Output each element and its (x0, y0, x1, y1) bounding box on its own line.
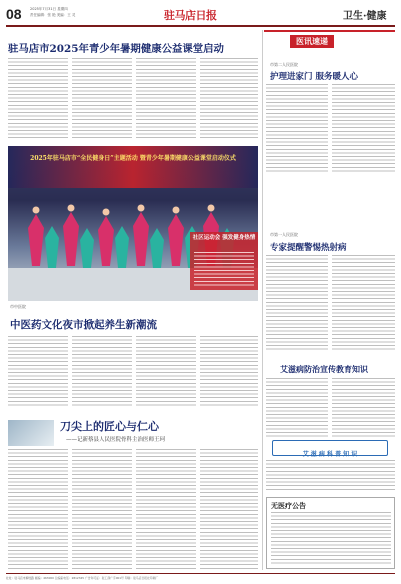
lead-body-col-2 (72, 58, 132, 138)
community-headline: 社区运动会 强发健身热情 (192, 235, 256, 241)
aids-body-col-1 (266, 378, 328, 438)
expert-body-col-1 (266, 255, 328, 350)
ad-box (266, 497, 395, 569)
feature-inset-photo (8, 420, 54, 446)
ad-body (271, 512, 391, 564)
tcm-body-col-4 (200, 336, 258, 406)
lead-headline: 驻马店市2025年青少年暑期健康公益课堂启动 (8, 43, 224, 55)
aids-body-col-2 (332, 378, 395, 438)
footer-text: 社址：驻马店市解放路 邮编：463000 总编室电话：2812345 广告许可证：驻工商广字001号 印刷：驻马店日报社印刷厂 (6, 576, 159, 580)
tcm-body-col-2 (72, 336, 132, 406)
lead-body-col-3 (136, 58, 196, 138)
expert-source: 市第一人民医院 (270, 232, 298, 237)
column-label: 医讯速递 (290, 35, 334, 48)
stage-backdrop (8, 146, 258, 188)
feature-subhead: ——记新蔡县人民医院骨科主治医师王珂 (66, 437, 166, 443)
aids-banner-text: 艾 滋 病 科 普 知 识 (302, 451, 358, 458)
masthead-rule (6, 25, 395, 27)
page-number: 08 (6, 6, 22, 22)
feature-body-col-1 (8, 449, 68, 569)
lead-body-col-1 (8, 58, 68, 138)
feature-body-col-2 (72, 449, 132, 569)
nursing-body-col-2 (332, 84, 395, 174)
expert-headline: 专家提醒警惕热射病 (270, 243, 347, 253)
ad-title: 无医疗公告 (271, 501, 306, 510)
photo-banner-text: 2025年驻马店市“全民健身日”主题活动 暨青少年暑期健康公益课堂启动仪式 (30, 155, 236, 162)
tcm-body-col-3 (136, 336, 196, 406)
aids-banner (272, 440, 388, 456)
aids-headline: 艾滋病防治宣传教育知识 (280, 364, 368, 374)
date-line: 2025年7月31日 星期四 (30, 7, 68, 11)
editor-line: 责任编辑：张 艳 美编：王 灵 (30, 13, 76, 17)
feature-body-col-4 (200, 449, 258, 569)
community-body (194, 252, 254, 286)
paper-name-logo: 驻马店日报 (164, 9, 217, 22)
section-title: 卫生·健康 (343, 11, 387, 22)
aids-body-lower (266, 460, 395, 490)
column-box (264, 30, 395, 52)
lead-body-col-4 (200, 58, 258, 138)
tcm-source: 市中医院 (10, 304, 26, 309)
feature-headline: 刀尖上的匠心与仁心 (60, 420, 159, 433)
tcm-headline: 中医药文化夜市掀起养生新潮流 (10, 319, 157, 331)
footer-rule (6, 573, 395, 574)
tcm-body-col-1 (8, 336, 68, 406)
expert-body-col-2 (332, 255, 395, 350)
feature-body-col-3 (136, 449, 196, 569)
right-column-divider (262, 30, 263, 570)
nursing-source: 市第二人民医院 (270, 62, 298, 67)
nursing-body-col-1 (266, 84, 328, 174)
nursing-headline: 护理进家门 服务暖人心 (270, 72, 358, 82)
